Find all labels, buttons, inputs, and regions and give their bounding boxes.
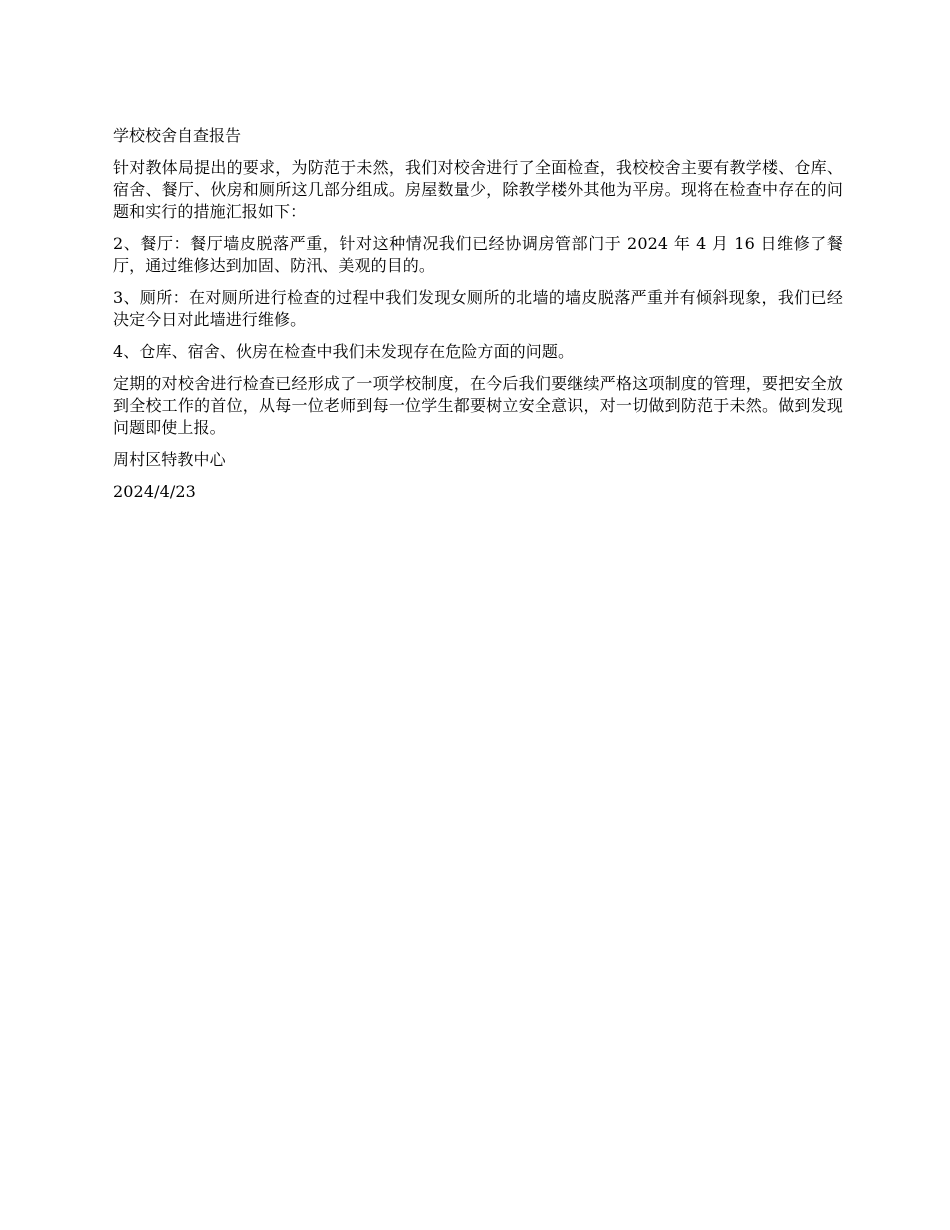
document-title: 学校校舍自查报告 — [113, 126, 242, 145]
document-page — [113, 125, 843, 513]
intro-paragraph: 针对教体局提出的要求，为防范于未然，我们对校舍进行了全面检查，我校校舍主要有教学楼、仓库、宿舍、餐厅、伙房和厕所这几部分组成。房屋数量少，除教学楼外其他为平房。现将在检查中存在的问题和实行的措施汇报如下： — [113, 158, 843, 221]
report-date: 2024/4/23 — [113, 482, 196, 501]
canteen-paragraph: 2、餐厅：餐厅墙皮脱落严重，针对这种情况我们已经协调房管部门于 2024 年 4 月 16 日维修了餐厅，通过维修达到加固、防汛、美观的目的。 — [113, 234, 843, 275]
warehouse-paragraph: 4、仓库、宿舍、伙房在检查中我们未发现存在危险方面的问题。 — [113, 342, 575, 361]
organization-signature: 周村区特教中心 — [113, 450, 226, 469]
toilet-paragraph: 3、厕所：在对厕所进行检查的过程中我们发现女厕所的北墙的墙皮脱落严重并有倾斜现象，我们已经决定今日对此墙进行维修。 — [113, 288, 843, 329]
conclusion-paragraph: 定期的对校舍进行检查已经形成了一项学校制度，在今后我们要继续严格这项制度的管理，要把安全放到全校工作的首位，从每一位老师到每一位学生都要树立安全意识，对一切做到防范于未然。做到发现问题即使上报。 — [113, 374, 843, 437]
